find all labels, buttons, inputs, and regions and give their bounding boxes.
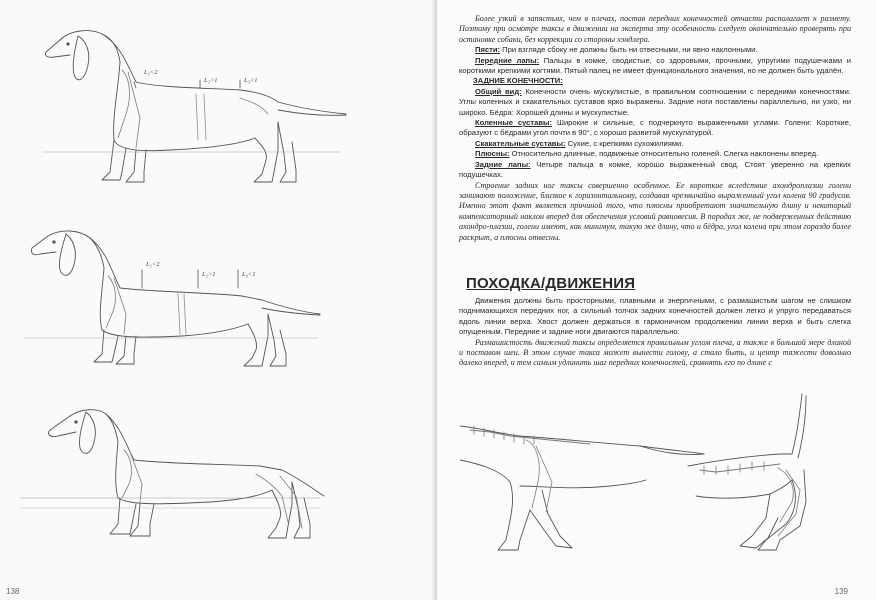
gait-italic-paragraph: Размашистость движений таксы определяется правильным углом плеча, а также в большой мере длиной и поставом шеи. В этом случае такса может вынести голову, а стало быть, и центр тяжести довольно далеко вперед, и тем самым удлинить шаг передних конечностей, сравнять его по длине с bbox=[459, 337, 851, 368]
section-title-gait: ПОХОДКА/ДВИЖЕНИЯ bbox=[466, 275, 636, 292]
structure-paragraph: Строение задних ног таксы совершенно особенное. Ее короткие вследствие ахондроплазии голени занимают положение, близкое к горизонтальному, создавая чрезвычайно выраженный угол колена 90 градусов. Именно этот факт является причиной того, что плюсны приобретают значительную длину и некоторый компенсаторный наклон вперед для обеспечения условий равновесия. В породах же, не подверженных действию ахондро-плазии, голени имеют, как минимум, такую же длину, что и бёдра, угол колена при этом гораздо более раскрыт, а плюсны отвесны. bbox=[459, 180, 851, 242]
metatarsus-paragraph bbox=[459, 149, 851, 159]
dachshund-drawing-1 bbox=[40, 22, 350, 192]
dachshund-gait-drawing bbox=[460, 390, 840, 570]
hind-feet-paragraph bbox=[459, 160, 851, 181]
hock-term: Скакательные суставы: bbox=[475, 138, 566, 148]
left-page bbox=[0, 0, 437, 600]
general-paragraph bbox=[459, 87, 851, 118]
hind-feet-term: Задние лапы: bbox=[475, 159, 531, 169]
pasterns-paragraph bbox=[459, 45, 851, 55]
fig1-label-l3: L₃>1 bbox=[244, 77, 258, 84]
general-text: Конечности очень мускулистые, в правильном соотношении с передними конечностями. Углы коленных и скакательных суставов ярко выражены. Задние ноги поставлены параллельно, ни узко, ни широко. Бёдра: Хорошей длины и мускулистые. bbox=[459, 86, 852, 117]
fig2-label-l3: L₃<1 bbox=[242, 271, 256, 278]
dachshund-drawing-3 bbox=[20, 400, 330, 560]
fore-feet-term: Передние лапы: bbox=[475, 55, 540, 65]
hock-text: Сухие, с крепкими сухожилиями. bbox=[565, 138, 684, 148]
page-number-right: 139 bbox=[834, 587, 848, 596]
stifle-text: Широкие и сильные, с подчеркнуто выраженными углами. Голени: Короткие, образуют с бёдрами угол почти в 90°, с хорошо развитой мускулатурой. bbox=[459, 118, 851, 138]
dachshund-drawing-2 bbox=[22, 226, 322, 376]
general-term: Общий вид: bbox=[475, 86, 522, 96]
fig2-label-l2: L₂>1 bbox=[202, 271, 216, 278]
hind-feet-text: Четыре пальца в комке, хорошо выраженный свод. Стоят уверенно на крепких подушечках. bbox=[459, 159, 851, 180]
pasterns-text: При взгляде сбоку не должны быть ни отвесными, ни явно наклонными. bbox=[500, 45, 758, 55]
pasterns-term: Пясти: bbox=[475, 45, 501, 55]
hock-paragraph bbox=[459, 139, 851, 149]
stifle-paragraph bbox=[459, 118, 851, 139]
fore-feet-paragraph bbox=[459, 56, 851, 77]
fig1-label-l1: L₁<2 bbox=[144, 69, 158, 76]
figure-dachshund-standing-1 bbox=[40, 22, 350, 192]
gait-paragraph: Движения должны быть просторными, плавными и энергичными, с размашистым шагом не слишком поднимающихся передних ног, а сильный толчок задних конечностей должен легко и упруго передаваться вдоль линии верха. Хвост должен держаться в гармоничном продолжении линии верха и быть слегка опущенным. Передние и задние ноги двигаются параллельно. bbox=[459, 296, 851, 337]
hind-heading-paragraph bbox=[459, 76, 851, 86]
metatarsus-text: Относительно длинные, подвижные относительно голеней. Слегка наклонены вперед. bbox=[509, 149, 819, 159]
fig2-label-l1: L₁<2 bbox=[146, 261, 160, 268]
stifle-term: Коленные суставы: bbox=[475, 118, 552, 128]
figure-dachshund-skeleton bbox=[20, 400, 330, 560]
metatarsus-term: Плюсны: bbox=[475, 149, 510, 159]
gait-text bbox=[459, 296, 851, 369]
figure-dachshund-standing-2 bbox=[22, 226, 322, 376]
figure-dachshund-gait bbox=[460, 390, 840, 570]
fore-feet-text: Пальцы в комке, сводистые, со здоровыми, прочными, упругими подушечками и короткими крепкими когтями. Пятый палец не имеет функционального значения, но не должен быть удалён. bbox=[459, 55, 851, 76]
intro-paragraph: Более узкий в запястьях, чем в плечах, постав передних конечностей отчасти располагает к размету. Поэтому при осмотре таксы в движении на эксперта эту особенность следует окончательно проверять при остановке собаки, без коррекции со стороны хэндлера. bbox=[459, 14, 851, 44]
breed-standard-text bbox=[459, 14, 851, 243]
fig1-label-l2: L₂>1 bbox=[204, 77, 218, 84]
hind-limbs-heading: ЗАДНИЕ КОНЕЧНОСТИ: bbox=[473, 76, 563, 86]
page-number-left: 138 bbox=[6, 587, 20, 596]
